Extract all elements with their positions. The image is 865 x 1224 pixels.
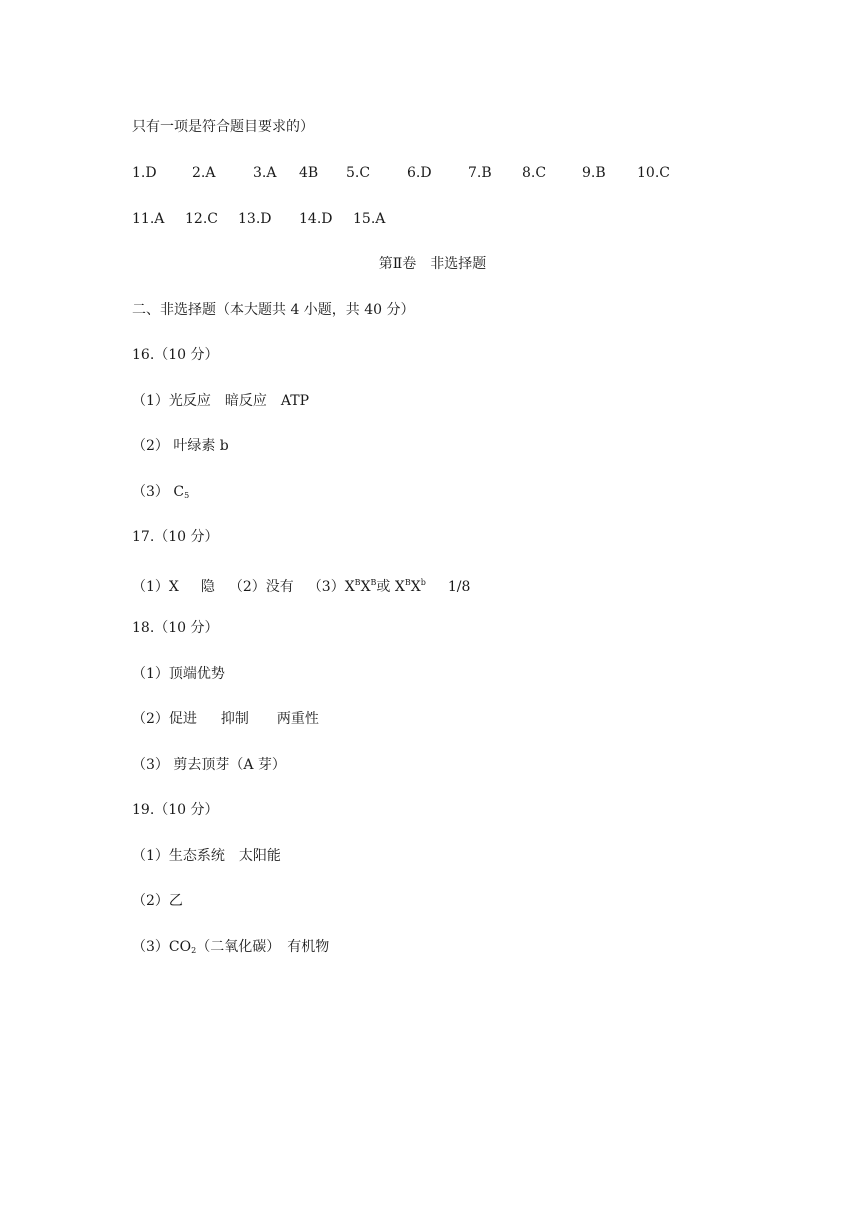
answer-item: 8.C bbox=[522, 165, 547, 181]
q17-part-3: （2）没有 bbox=[228, 579, 294, 595]
q16-answer-1: （1）光反应 暗反应 ATP bbox=[132, 393, 310, 409]
q19-answer-3-text: （3）CO bbox=[132, 939, 192, 955]
q17-title: 17.（10 分） bbox=[132, 529, 219, 545]
q16-answer-2: （2） 叶绿素 b bbox=[132, 438, 229, 454]
answer-item: 7.B bbox=[468, 165, 492, 181]
superscript: B bbox=[404, 578, 411, 587]
answer-item: 12.C bbox=[185, 211, 218, 227]
q17-part-6: 或 X bbox=[376, 579, 405, 595]
q17-part-1: （1）X bbox=[132, 579, 179, 595]
answer-item: 3.A bbox=[253, 165, 277, 181]
q18-answer-2-part-2: 抑制 bbox=[220, 711, 249, 727]
q17-part-5: X bbox=[360, 579, 371, 595]
answer-item: 4B bbox=[299, 165, 319, 181]
q17-part-8: 1/8 bbox=[447, 579, 471, 595]
superscript: B bbox=[370, 578, 377, 587]
q19-answer-2: （2）乙 bbox=[132, 893, 183, 909]
superscript: b bbox=[420, 578, 426, 587]
q19-answer-3-suffix: （二氧化碳） 有机物 bbox=[196, 939, 330, 955]
subscript: 5 bbox=[184, 491, 190, 500]
answer-item: 6.D bbox=[407, 165, 432, 181]
superscript: B bbox=[354, 578, 361, 587]
q17-part-4: （3）X bbox=[307, 579, 355, 595]
answer-item: 2.A bbox=[192, 165, 216, 181]
answer-item: 13.D bbox=[238, 211, 272, 227]
answer-item: 10.C bbox=[637, 165, 670, 181]
q18-answer-2-part-1: （2）促进 bbox=[132, 711, 197, 727]
q18-answer-2 bbox=[132, 709, 319, 729]
q17-answers bbox=[132, 573, 470, 597]
answer-item: 5.C bbox=[346, 165, 371, 181]
q19-title: 19.（10 分） bbox=[132, 802, 219, 818]
q18-answer-3: （3） 剪去顶芽（A 芽） bbox=[132, 757, 286, 773]
q16-answer-3-text: （3） C bbox=[132, 484, 185, 500]
q19-answer-1: （1）生态系统 太阳能 bbox=[132, 848, 281, 864]
q16-title: 16.（10 分） bbox=[132, 347, 219, 363]
section2-header: 二、非选择题（本大题共 4 小题，共 40 分） bbox=[132, 302, 415, 318]
part2-title: 第Ⅱ卷 非选择题 bbox=[378, 256, 487, 272]
answer-item: 9.B bbox=[582, 165, 606, 181]
subscript: 2 bbox=[191, 946, 197, 955]
q18-title: 18.（10 分） bbox=[132, 620, 219, 636]
answer-item: 15.A bbox=[353, 211, 386, 227]
q19-answer-3 bbox=[132, 937, 329, 961]
q17-part-2: 隐 bbox=[200, 579, 215, 595]
intro-text: 只有一项是符合题目要求的） bbox=[132, 119, 314, 135]
q18-answer-1: （1）顶端优势 bbox=[132, 666, 225, 682]
q16-answer-3 bbox=[132, 482, 189, 506]
q18-answer-2-part-3: 两重性 bbox=[276, 711, 319, 727]
q17-part-7: X bbox=[410, 579, 421, 595]
answer-item: 14.D bbox=[299, 211, 333, 227]
answer-item: 1.D bbox=[132, 165, 157, 181]
answer-item: 11.A bbox=[132, 211, 165, 227]
